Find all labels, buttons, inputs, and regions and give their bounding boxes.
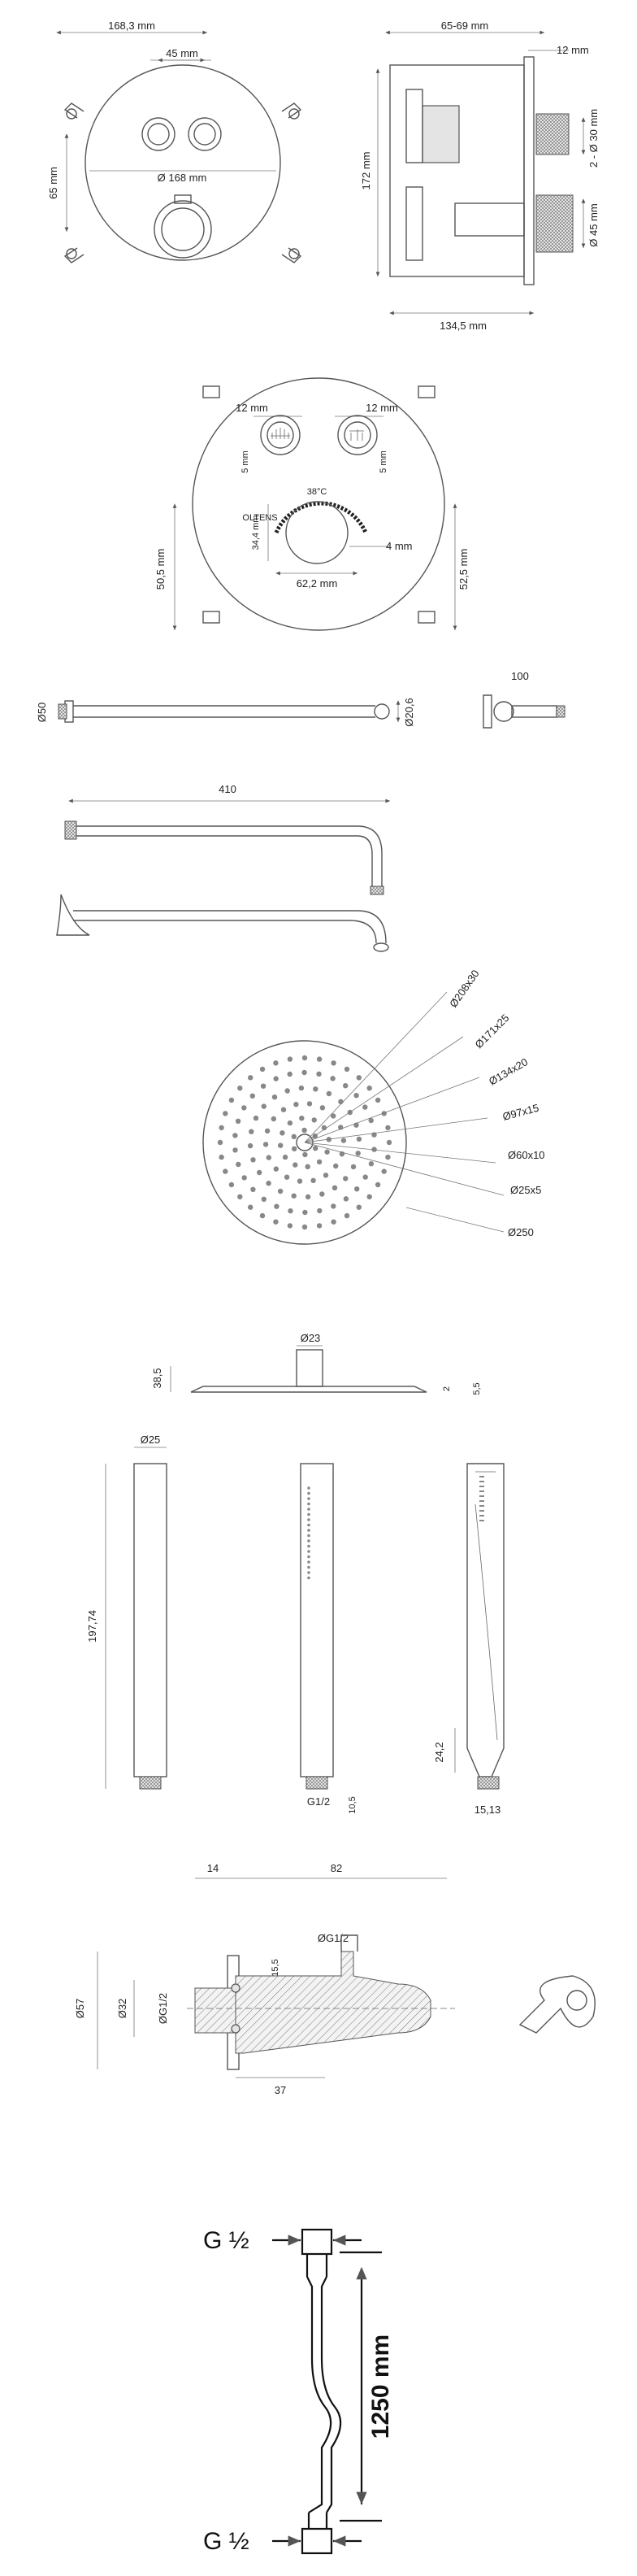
nozzle-dot — [316, 1072, 321, 1077]
nozzle-dot — [351, 1164, 356, 1169]
spray-slot — [479, 1515, 484, 1516]
nozzle-dot — [274, 1204, 279, 1209]
nozzle-dot — [332, 1186, 337, 1190]
nozzle-dot — [261, 1084, 266, 1089]
nozzle-dot — [223, 1168, 228, 1173]
dim-height: 65 mm — [47, 167, 59, 199]
spray-hole — [307, 1571, 310, 1574]
nozzle-dot — [323, 1173, 328, 1177]
dim-arm-diameter: Ø50 — [36, 702, 48, 723]
nozzle-dot — [236, 1162, 240, 1167]
nozzle-dot — [293, 1102, 298, 1107]
spray-hole — [307, 1560, 310, 1564]
wall-connector-section — [74, 1862, 595, 2096]
rain-shower-head — [203, 968, 545, 1244]
nozzle-dot — [248, 1075, 253, 1080]
brand-label: OLTENS — [242, 513, 278, 523]
nozzle-dot — [385, 1155, 390, 1160]
spray-slot — [479, 1476, 484, 1477]
dim-side-height: 172 mm — [360, 151, 372, 190]
ring-5: Ø60x10 — [508, 1149, 545, 1161]
nozzle-dot — [331, 1060, 336, 1065]
hose-top-thread: G ½ — [203, 2227, 249, 2254]
nozzle-dot — [297, 1178, 302, 1183]
dim-spacing: 45 mm — [166, 47, 198, 59]
nozzle-dot — [285, 1088, 290, 1093]
nozzle-dot — [229, 1182, 234, 1187]
ring-6: Ø25x5 — [510, 1184, 542, 1196]
nozzle-dot — [260, 1213, 265, 1218]
spray-hole — [307, 1539, 310, 1543]
scale-label: 38°C — [306, 487, 327, 497]
nozzle-dot — [236, 1119, 240, 1124]
dim-left-v: 5 mm — [240, 450, 250, 473]
shower-head-side — [151, 1332, 482, 1395]
nozzle-dot — [271, 1116, 276, 1121]
nozzle-dot — [288, 1208, 292, 1213]
nozzle-dot — [317, 1056, 322, 1061]
nozzle-dot — [299, 1086, 304, 1090]
spray-hole — [307, 1577, 310, 1580]
nozzle-dot — [288, 1056, 292, 1061]
nozzle-dot — [344, 1213, 349, 1218]
nozzle-dot — [283, 1155, 288, 1160]
nozzle-dot — [319, 1191, 324, 1196]
nozzle-dot — [272, 1094, 277, 1099]
nozzle-dot — [310, 1178, 315, 1183]
dim-hand-length: 197,74 — [86, 1610, 98, 1643]
spray-hole — [307, 1486, 310, 1490]
nozzle-dot — [274, 1166, 279, 1171]
nozzle-dot — [357, 1137, 362, 1142]
dim-holder: 24,2 — [433, 1742, 445, 1763]
nozzle-dot — [280, 1130, 284, 1135]
hand-spray-holes — [307, 1486, 310, 1579]
dim-hand-width: 15,13 — [474, 1804, 501, 1816]
spray-slot — [479, 1510, 484, 1512]
nozzle-dot — [262, 1103, 266, 1108]
nozzle-dot — [354, 1186, 359, 1191]
spray-hole — [307, 1556, 310, 1559]
dim-side-bottom: 134,5 mm — [440, 320, 487, 332]
nozzle-dot — [313, 1146, 318, 1151]
nozzle-dot — [248, 1143, 253, 1148]
side-valve-view — [360, 20, 600, 332]
nozzle-dot — [341, 1138, 346, 1142]
nozzle-dot — [302, 1152, 307, 1157]
dim-plate: 12 mm — [557, 44, 589, 56]
dim-knob-w: 62,2 mm — [296, 577, 338, 590]
dim-arm-end: Ø20,6 — [403, 698, 415, 727]
nozzle-dot — [262, 1197, 266, 1202]
nozzle-dot — [338, 1099, 343, 1104]
nozzle-dot — [382, 1168, 387, 1173]
spray-hole — [307, 1524, 310, 1527]
nozzle-dot — [250, 1094, 255, 1099]
nozzle-dot — [385, 1125, 390, 1130]
nozzle-dot — [307, 1101, 312, 1106]
nozzle-dot — [324, 1150, 329, 1155]
nozzle-dot — [273, 1220, 278, 1225]
nozzle-dot — [353, 1093, 358, 1098]
dim-conn-length: 82 — [330, 1862, 343, 1874]
nozzle-dot — [375, 1182, 380, 1187]
wall-arm-straight — [36, 670, 565, 728]
nozzle-dot — [344, 1196, 349, 1201]
dim-knob: Ø 45 mm — [587, 203, 600, 247]
dim-conn-bottom: 37 — [274, 2084, 287, 2096]
hand-side-holes — [479, 1476, 484, 1521]
nozzle-dot — [281, 1107, 286, 1112]
nozzle-dot — [273, 1060, 278, 1065]
nozzle-dot — [306, 1164, 310, 1169]
dim-conn-inner: Ø32 — [116, 1998, 128, 2019]
hose-diagram — [203, 2227, 394, 2555]
ring-3: Ø134x20 — [487, 1055, 531, 1088]
nozzle-dot — [278, 1189, 283, 1194]
dim-arm-side-length: 100 — [511, 670, 529, 682]
nozzle-dot — [242, 1175, 247, 1180]
nozzle-dot — [331, 1203, 336, 1208]
nozzle-dot — [223, 1111, 228, 1116]
nozzle-dot — [357, 1205, 362, 1210]
nozzle-dot — [312, 1117, 317, 1122]
nozzle-dot — [288, 1072, 292, 1077]
spray-slot — [479, 1490, 484, 1492]
nozzle-dot — [241, 1105, 246, 1110]
dim-arm-length: 410 — [219, 783, 236, 795]
nozzle-dot — [330, 1076, 335, 1081]
nozzle-dot — [250, 1187, 255, 1192]
dim-left-gap: 12 mm — [236, 402, 268, 414]
spray-slot — [479, 1520, 484, 1521]
dim-conn-outer: Ø57 — [74, 1998, 86, 2019]
spray-slot — [479, 1500, 484, 1502]
nozzle-dot — [260, 1067, 265, 1072]
spray-slot — [479, 1505, 484, 1507]
nozzle-dot — [357, 1075, 362, 1080]
nozzle-dot — [266, 1181, 271, 1186]
nozzle-dot — [249, 1129, 254, 1134]
wall-arm-bent — [57, 783, 390, 951]
spray-hole — [307, 1518, 310, 1521]
ring-2: Ø171x25 — [472, 1012, 512, 1051]
spray-hole — [307, 1513, 310, 1516]
dim-right-v: 5 mm — [379, 450, 388, 473]
nozzle-dot — [302, 1225, 307, 1229]
nozzle-dot — [265, 1129, 270, 1134]
hand-shower-views — [86, 1434, 504, 1816]
nozzle-dot — [306, 1194, 310, 1199]
dim-width: 168,3 mm — [108, 20, 155, 32]
nozzle-dot — [250, 1157, 255, 1162]
dim-conn-top-h: 15,5 — [271, 1959, 280, 1977]
nozzle-dot — [292, 1162, 297, 1167]
nozzle-dot — [299, 1116, 304, 1120]
dim-head-height: 38,5 — [151, 1368, 163, 1389]
nozzle-dot — [218, 1140, 223, 1145]
dim-right-gap: 12 mm — [366, 402, 398, 414]
nozzle-dot — [367, 1194, 372, 1199]
spray-hole — [307, 1534, 310, 1538]
dim-conn-offset: 14 — [206, 1862, 219, 1874]
dim-conn-thread: ØG1/2 — [157, 1992, 169, 2025]
dim-depth: 65-69 mm — [440, 20, 489, 32]
spray-slot — [479, 1481, 484, 1482]
nozzle-dot — [331, 1220, 336, 1225]
nozzle-dot — [266, 1155, 271, 1160]
hose-bottom-thread: G ½ — [203, 2528, 249, 2555]
dim-hand-thread: G1/2 — [306, 1795, 331, 1808]
spray-hole — [307, 1529, 310, 1532]
nozzle-dot — [302, 1055, 307, 1060]
nozzle-dot — [343, 1083, 348, 1088]
hose-length: 1250 mm — [367, 2334, 394, 2439]
nozzle-dot — [232, 1147, 237, 1152]
nozzle-dot — [317, 1160, 322, 1164]
nozzle-dot — [367, 1086, 372, 1090]
nozzle-dot — [356, 1151, 361, 1155]
dim-ports: 2 - Ø 30 mm — [587, 108, 600, 168]
front-valve-view — [47, 20, 301, 263]
spray-hole — [307, 1550, 310, 1553]
nozzle-dot — [254, 1116, 258, 1120]
nozzle-dot — [237, 1086, 242, 1090]
nozzle-dot — [284, 1175, 289, 1180]
nozzle-dot — [317, 1223, 322, 1228]
nozzle-dot — [237, 1194, 242, 1199]
ring-1: Ø208x30 — [447, 967, 482, 1010]
nozzle-dot — [292, 1147, 297, 1151]
nozzle-dot — [288, 1120, 292, 1125]
faceplate-view — [154, 378, 470, 630]
spray-hole — [307, 1503, 310, 1506]
dim-knob-offset: 4 mm — [386, 540, 413, 552]
nozzle-dot — [320, 1105, 325, 1110]
nozzle-dot — [387, 1140, 392, 1145]
nozzle-dot — [327, 1091, 332, 1096]
nozzle-dot — [219, 1155, 223, 1160]
nozzle-dot — [248, 1205, 253, 1210]
nozzle-dot — [292, 1194, 297, 1199]
nozzle-dot — [257, 1170, 262, 1175]
ring-4: Ø97x15 — [500, 1101, 540, 1123]
nozzle-dot — [301, 1070, 306, 1075]
nozzle-dot — [288, 1223, 292, 1228]
nozzle-dot — [232, 1133, 237, 1138]
nozzle-dot — [292, 1134, 297, 1139]
nozzle-dot — [363, 1174, 368, 1179]
nozzle-dot — [301, 1128, 306, 1133]
nozzle-dot — [344, 1067, 349, 1072]
spray-hole — [307, 1508, 310, 1511]
dim-connector: Ø23 — [300, 1332, 321, 1344]
nozzle-dot — [302, 1210, 307, 1215]
dim-hand-diameter: Ø25 — [140, 1434, 161, 1446]
dim-head-thin: 2 — [442, 1386, 452, 1392]
spray-hole — [307, 1492, 310, 1495]
dim-conn-top-thread: ØG1/2 — [317, 1932, 349, 1944]
nozzle-dot — [375, 1098, 380, 1103]
spray-slot — [479, 1495, 484, 1497]
nozzle-dot — [343, 1176, 348, 1181]
nozzle-dot — [313, 1086, 318, 1091]
spray-hole — [307, 1566, 310, 1569]
nozzle-dot — [229, 1098, 234, 1103]
spray-slot — [479, 1486, 484, 1487]
nozzle-dot — [219, 1125, 223, 1130]
nozzle-dot — [333, 1164, 338, 1168]
dim-knob-h: 34,4 mm — [251, 515, 261, 550]
dim-right-h: 52,5 mm — [457, 548, 470, 590]
dim-head-edge: 5,5 — [472, 1382, 482, 1395]
nozzle-dot — [317, 1208, 322, 1213]
nozzle-dot — [369, 1161, 374, 1166]
spray-hole — [307, 1497, 310, 1500]
nozzle-dot — [362, 1104, 367, 1109]
dim-left-h: 50,5 mm — [154, 548, 167, 590]
nozzle-dot — [278, 1143, 283, 1148]
dim-diameter: Ø 168 mm — [157, 172, 207, 184]
dim-thread-len: 10,5 — [348, 1796, 358, 1814]
nozzle-dot — [263, 1142, 268, 1147]
spray-hole — [307, 1545, 310, 1548]
ring-7: Ø250 — [508, 1226, 534, 1238]
nozzle-dot — [274, 1076, 279, 1081]
